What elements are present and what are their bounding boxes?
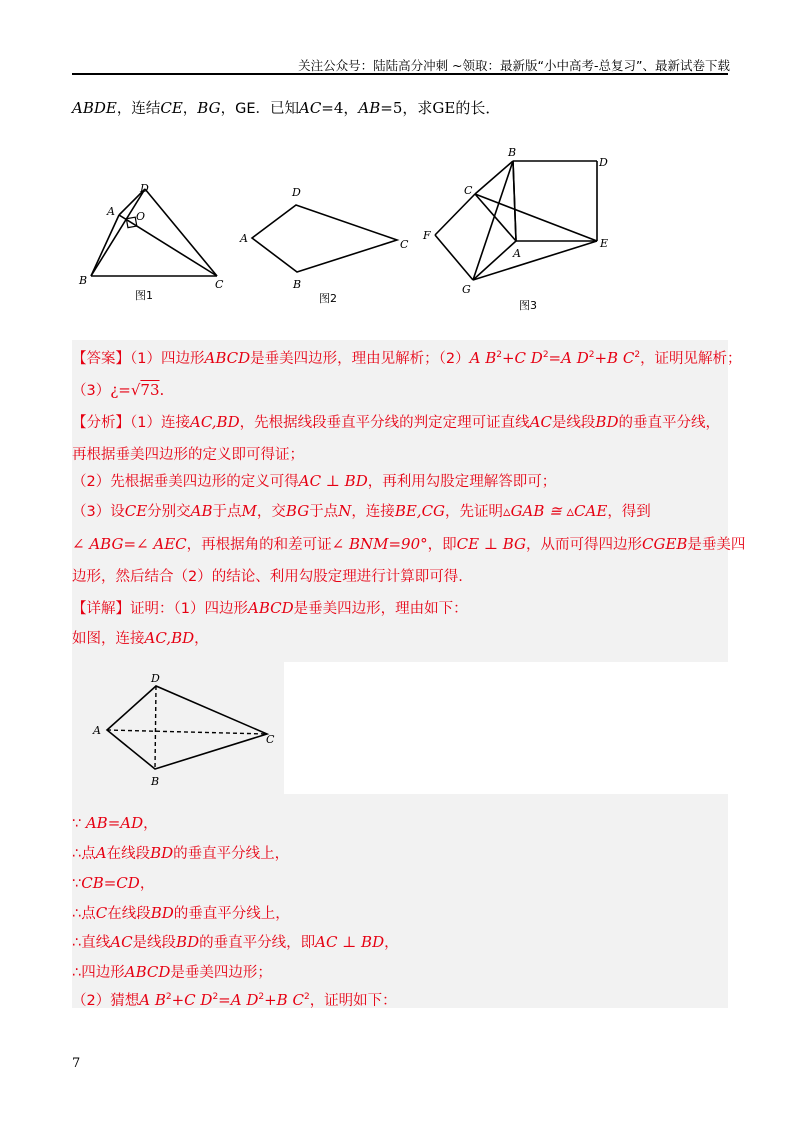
fig1-label-D: D [140, 182, 149, 195]
fig2-label-B: B [293, 278, 302, 291]
detail-step-4: ∴点C在线段BD的垂直平分线上， [72, 904, 290, 922]
detail-line-1: 【详解】证明：（1）四边形ABCD是垂美四边形，理由如下： [72, 599, 468, 617]
analysis-line-2: 再根据垂美四边形的定义即可得证； [72, 447, 304, 463]
fig3-label-B: B [508, 146, 517, 159]
page-number: 7 [72, 1056, 81, 1071]
fig1-label-O: O [136, 210, 146, 223]
analysis-line-1: 【分析】（1）连接AC,BD，先根据线段垂直平分线的判定定理可证直线AC是线段BD的垂直平分线， [72, 413, 720, 431]
answer-line-2: （3）¿=√73. [72, 381, 165, 399]
fig1-label-B: B [79, 274, 88, 287]
detail-step-7: （2）猜想A $B^2+C$ $D^2=A$ $D^2+B$ $C^2$，证明如下： [72, 991, 397, 1009]
figure-2 [235, 180, 415, 310]
fig3-caption: 图3 [519, 299, 537, 312]
fig3-label-A: A [513, 247, 521, 260]
detail-figure [72, 662, 284, 794]
fig3-label-G: G [462, 283, 471, 296]
problem-intro: ABDE，连结CE，BG，GE．已知AC=4，AB=5，求GE的长． [72, 99, 501, 117]
detail-step-3: ∵CB=CD， [72, 874, 155, 892]
fig3-label-C: C [464, 184, 473, 197]
detail-line-2: 如图，连接AC,BD， [72, 629, 209, 647]
detail-label-A: A [93, 724, 101, 737]
detail-label-B: B [151, 775, 160, 788]
detail-step-1: ∵ AB=AD， [72, 814, 158, 832]
analysis-line-4: （3）设CE分别交AB于点M，交BG于点N，连接BE,CG，先证明▵GAB ≅ ▵CAE，得到 [72, 502, 651, 520]
header-rule [72, 73, 728, 75]
fig1-caption: 图1 [135, 289, 153, 302]
fig3-label-E: E [600, 237, 609, 250]
fig3-label-D: D [599, 156, 608, 169]
answer-line-1: 【答案】（1）四边形ABCD是垂美四边形，理由见解析；（2）A $B^2+C$ $D^2=A$ $D^2+B$ $C^2$，证明见解析； [72, 349, 742, 367]
fig2-caption: 图2 [319, 292, 337, 305]
analysis-line-3: （2）先根据垂美四边形的定义可得AC ⊥ BD，再利用勾股定理解答即可； [72, 472, 557, 490]
fig2-label-D: D [292, 186, 301, 199]
sqrt-sign: √ [130, 381, 141, 399]
analysis-line-5: ∠ ABG=∠ AEC，再根据角的和差可证∠ BNM=90°，即CE ⊥ BG，从而可得四边形CGEB是垂美四 [72, 535, 746, 553]
figure-1 [72, 180, 232, 310]
fig1-label-A: A [107, 205, 115, 218]
figure-3 [415, 143, 625, 318]
detail-step-2: ∴点A在线段BD的垂直平分线上， [72, 844, 290, 862]
detail-step-5: ∴直线AC是线段BD的垂直平分线，即AC ⊥ BD， [72, 933, 399, 951]
fig2-label-A: A [240, 232, 248, 245]
detail-step-6: ∴四边形ABCD是垂美四边形； [72, 963, 272, 981]
fig2-label-C: C [400, 238, 409, 251]
detail-label-C: C [266, 733, 275, 746]
fig1-label-C: C [215, 278, 224, 291]
analysis-line-6: 边形，然后结合（2）的结论、利用勾股定理进行计算即可得. [72, 569, 463, 585]
detail-label-D: D [151, 672, 160, 685]
fig3-label-F: F [423, 229, 431, 242]
page-header: 关注公众号：陆陆高分冲刺 ~领取：最新版“小中高考-总复习”、最新试卷下载 [298, 58, 730, 73]
